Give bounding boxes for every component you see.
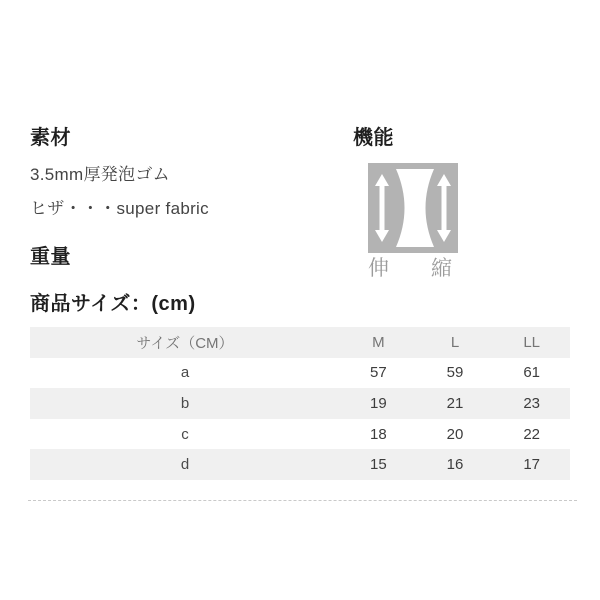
table-row-a: [30, 358, 570, 389]
table-row-b: [30, 388, 570, 419]
material-heading: 素材: [30, 127, 71, 149]
header-cell-m: M: [372, 333, 385, 351]
function-heading: 機能: [353, 127, 394, 149]
stretch-label-right: 縮: [431, 257, 452, 280]
material-line-2: ヒザ・・・super fabric: [30, 199, 209, 218]
cell-a-m: 57: [369, 364, 387, 382]
cell-a-ll: 61: [523, 364, 541, 382]
table-row-d: [30, 449, 570, 480]
cell-c-l: 20: [446, 425, 464, 443]
cell-d-l: 16: [446, 456, 464, 474]
header-cell-ll: LL: [523, 333, 541, 351]
row-label: d: [180, 456, 190, 474]
size-table: [30, 327, 570, 480]
section-divider: [28, 500, 577, 501]
cell-b-ll: 23: [523, 394, 541, 412]
weight-heading: 重量: [30, 246, 71, 268]
header-cell-l: L: [450, 333, 460, 351]
row-label: c: [181, 425, 189, 443]
product-size-heading: 商品サイズ：(cm): [30, 293, 196, 315]
cell-c-m: 18: [369, 425, 387, 443]
cell-c-ll: 22: [523, 425, 541, 443]
cell-b-l: 21: [446, 394, 464, 412]
cell-d-m: 15: [369, 456, 387, 474]
header-cell-size: サイズ（CM）: [136, 334, 234, 352]
table-row-c: [30, 419, 570, 450]
row-label: b: [180, 394, 190, 412]
cell-d-ll: 17: [523, 456, 541, 474]
stretch-label-left: 伸: [368, 257, 389, 280]
stretch-icon: [368, 163, 458, 253]
cell-b-m: 19: [369, 394, 387, 412]
row-label: a: [180, 364, 190, 382]
stretch-icon-labels: [368, 252, 452, 282]
cell-a-l: 59: [446, 364, 464, 382]
size-table-header-row: [30, 327, 570, 358]
material-line-1: 3.5mm厚発泡ゴム: [30, 165, 170, 184]
material-lines: [30, 158, 209, 226]
